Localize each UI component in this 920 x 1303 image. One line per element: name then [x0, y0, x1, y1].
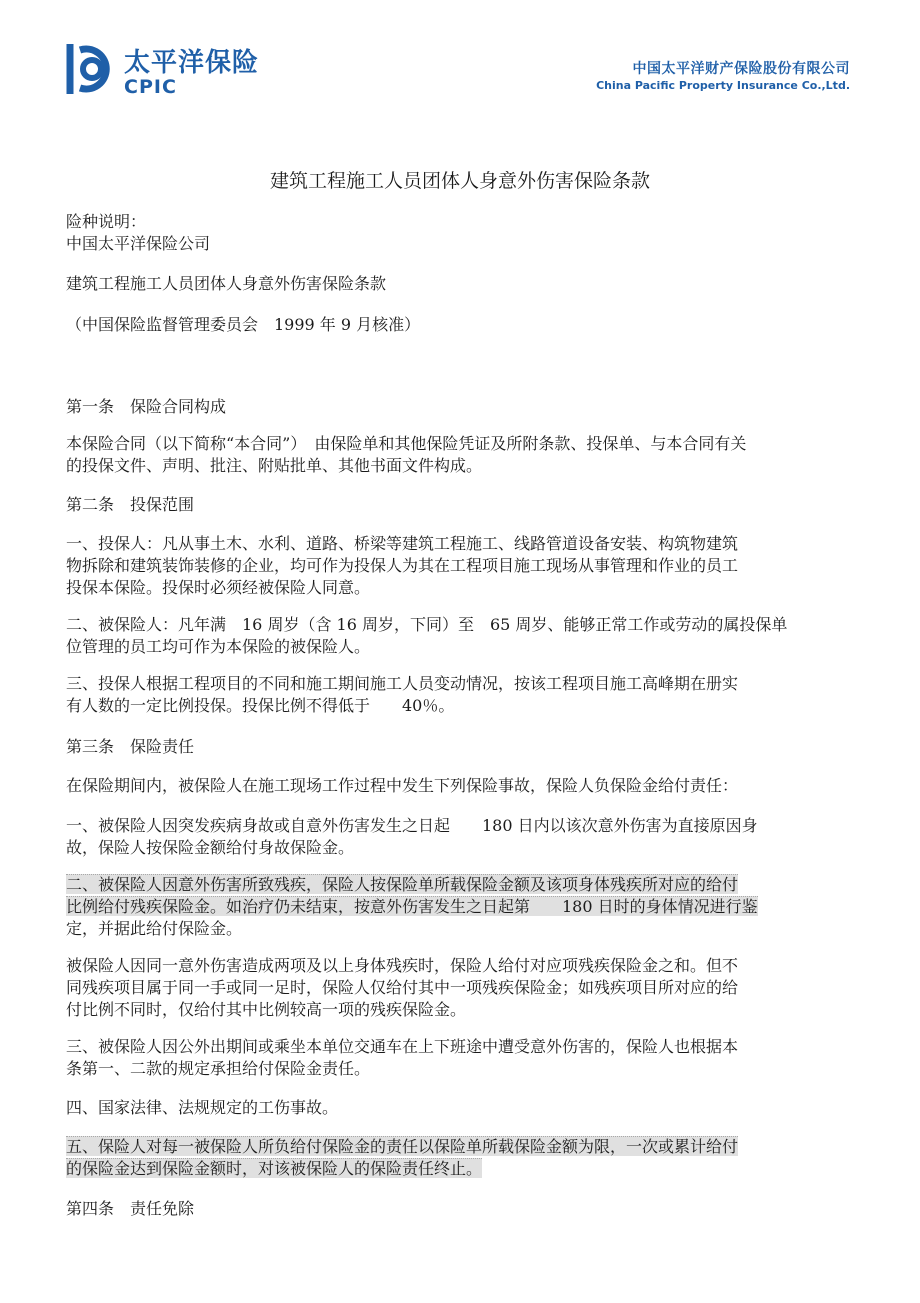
text-line: 定，并据此给付保险金。: [66, 919, 243, 938]
article-4-heading: 第四条 责任免除: [66, 1199, 195, 1218]
article-2-item-3: [66, 673, 826, 717]
article-1-heading: 第一条 保险合同构成: [66, 397, 227, 416]
text-line: [66, 896, 826, 918]
text-line: 同残疾项目属于同一手或同一足时，保险人仅给付其中一项残疾保险金；如残疾项目所对应的给: [66, 978, 739, 997]
text-line: 有人数的一定比例投保。投保比例不得低于 40％。: [66, 696, 455, 715]
text-line: 一、投保人：凡从事土木、水利、道路、桥梁等建筑工程施工、线路管道设备安装、构筑物建筑: [66, 534, 739, 553]
text-line: [66, 1136, 826, 1158]
text-line: 三、投保人根据工程项目的不同和施工期间施工人员变动情况，按该工程项目施工高峰期在册实: [66, 674, 739, 693]
intro-clause-name: 建筑工程施工人员团体人身意外伤害保险条款: [66, 274, 387, 293]
text-line: 本保险合同（以下简称“本合同”） 由保险单和其他保险凭证及所附条款、投保单、与本合同有关: [66, 434, 747, 453]
text-line: 条第一、二款的规定承担给付保险金责任。: [66, 1059, 371, 1078]
text-line: 位管理的员工均可作为本保险的被保险人。: [66, 637, 371, 656]
highlighted-text: 的保险金达到保险金额时，对该被保险人的保险责任终止。: [66, 1159, 483, 1178]
text-line: 一、被保险人因突发疾病身故或自意外伤害发生之日起 180 日内以该次意外伤害为直接原因身: [66, 816, 758, 835]
text-line: [66, 1158, 826, 1180]
article-3-item-5: [66, 1136, 826, 1180]
document-title: 建筑工程施工人员团体人身意外伤害保险条款: [269, 170, 650, 192]
article-3-item-2-note: [66, 955, 826, 1021]
company-name-en: China Pacific Property Insurance Co.,Ltd.: [596, 79, 850, 92]
text-line: 二、被保险人：凡年满 16 周岁（含 16 周岁，下同）至 65 周岁、能够正常工作或劳动的属投保单: [66, 615, 788, 634]
article-3-item-2: [66, 874, 826, 940]
text-line: 付比例不同时，仅给付其中比例较高一项的残疾保险金。: [66, 1000, 467, 1019]
article-3-heading: 第三条 保险责任: [66, 737, 195, 756]
article-3-item-4: 四、国家法律、法规规定的工伤事故。: [66, 1098, 339, 1117]
text-line: 故，保险人按保险金额给付身故保险金。: [66, 838, 355, 857]
text-line: [66, 874, 826, 896]
text-line: 三、被保险人因公外出期间或乘坐本单位交通车在上下班途中遭受意外伤害的，保险人也根据本: [66, 1037, 739, 1056]
intro-label: 险种说明：: [66, 212, 147, 231]
highlighted-text: 比例给付残疾保险金。如治疗仍未结束，按意外伤害发生之日起第 180 日时的身体情况进行鉴: [66, 897, 758, 916]
cpic-logo: [66, 38, 266, 102]
company-name-cn: 中国太平洋财产保险股份有限公司: [632, 61, 850, 77]
cpic-logo-mark-icon: [66, 40, 118, 98]
company-name-block: [596, 60, 850, 94]
article-2-item-1: [66, 533, 826, 599]
article-3-item-3: [66, 1036, 826, 1080]
text-line: 被保险人因同一意外伤害造成两项及以上身体残疾时，保险人给付对应项残疾保险金之和。但不: [66, 956, 739, 975]
logo-english-text: CPIC: [124, 76, 177, 98]
intro-company: 中国太平洋保险公司: [66, 234, 211, 253]
intro-approval: （中国保险监督管理委员会 1999 年 9 月核准）: [66, 315, 421, 334]
text-line: 物拆除和建筑装饰装修的企业，均可作为投保人为其在工程项目施工现场从事管理和作业的员工: [66, 556, 739, 575]
article-3-lead: 在保险期间内，被保险人在施工现场工作过程中发生下列保险事故，保险人负保险金给付责任：: [66, 776, 739, 795]
highlighted-text: 五、保险人对每一被保险人所负给付保险金的责任以保险单所载保险金额为限，一次或累计给付: [66, 1137, 739, 1156]
article-3-item-1: [66, 815, 826, 859]
highlighted-text: 二、被保险人因意外伤害所致残疾，保险人按保险单所载保险金额及该项身体残疾所对应的给付: [66, 875, 739, 894]
logo-chinese-text: 太平洋保险: [124, 48, 260, 78]
text-line: 投保本保险。投保时必须经被保险人同意。: [66, 578, 371, 597]
text-line: 的投保文件、声明、批注、附贴批单、其他书面文件构成。: [66, 456, 483, 475]
article-2-item-2: [66, 614, 826, 658]
article-2-heading: 第二条 投保范围: [66, 495, 195, 514]
article-1-text: [66, 433, 826, 477]
